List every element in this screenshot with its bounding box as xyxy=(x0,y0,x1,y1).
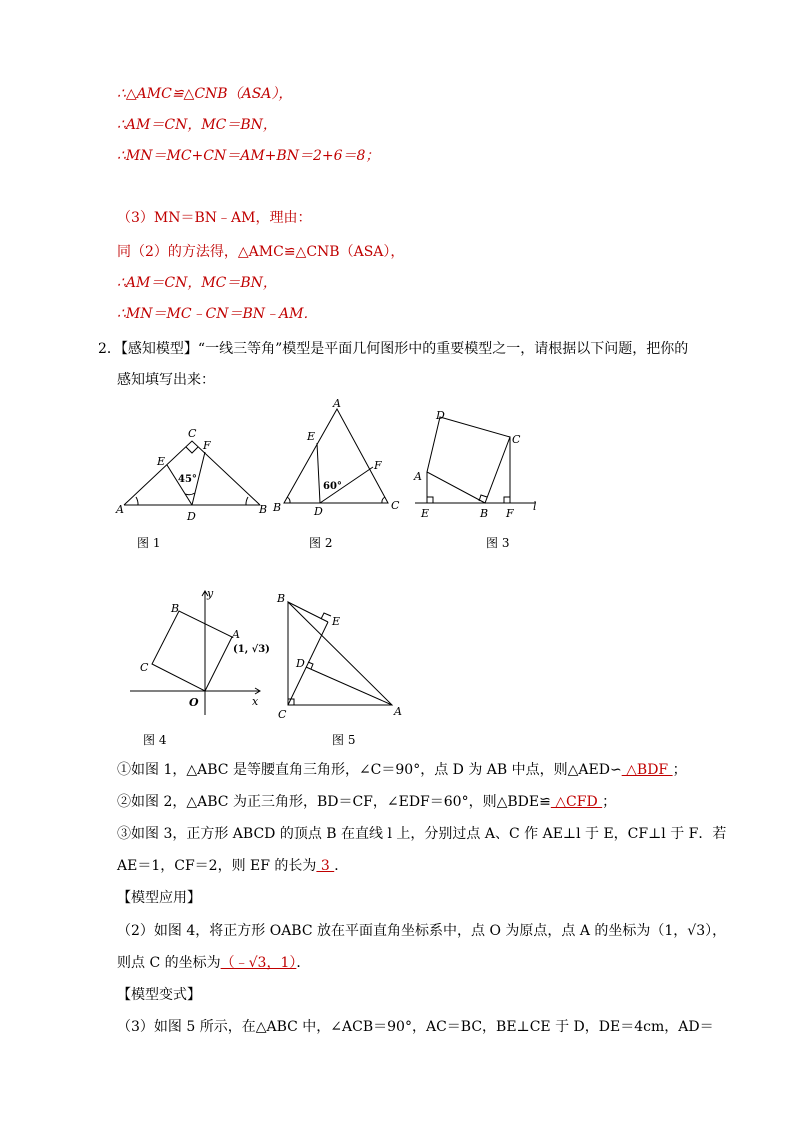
figure-2 xyxy=(270,395,405,520)
variant-title: 【模型变式】 xyxy=(117,987,201,1003)
problem-text-1: “一线三等角”模型是平面几何图形中的重要模型之一，请根据以下问题，把你的 xyxy=(197,341,689,357)
fig1-caption: 图 1 xyxy=(137,536,161,550)
fig2-angle-label: 60° xyxy=(323,481,342,492)
q3-suffix: ． xyxy=(334,858,349,874)
fig4-caption: 图 4 xyxy=(143,733,167,747)
fig1-label-e: E xyxy=(157,455,166,468)
app-answer: （﹣√3，1） xyxy=(220,955,297,971)
application-line-2 xyxy=(117,953,310,973)
app-suffix: ． xyxy=(296,955,311,971)
problem-statement-2: 感知填写出来： xyxy=(117,372,215,388)
fig2-label-e: E xyxy=(307,430,316,443)
fig3-label-l: l xyxy=(533,500,537,513)
question-3-line-2 xyxy=(117,856,348,876)
q1-suffix: ； xyxy=(672,762,687,778)
solution-line-1: ∴△AMC≌△CNB（ASA）， xyxy=(117,86,293,102)
problem-tag: 【感知模型】 xyxy=(120,341,198,357)
q2-prefix: ②如图 2，△ABC 为正三角形，BD＝CF，∠EDF＝60°，则△BDE≌ xyxy=(117,794,551,810)
fig2-label-f: F xyxy=(374,459,382,472)
app-prefix: 则点 C 的坐标为 xyxy=(117,955,221,971)
fig3-label-e: E xyxy=(421,507,430,520)
fig3-label-b: B xyxy=(480,507,489,520)
fig1-label-a: A xyxy=(116,503,124,516)
q3-prefix: AE＝1，CF＝2，则 EF 的长为 xyxy=(117,858,317,874)
fig1-label-d: D xyxy=(187,510,196,520)
fig2-caption: 图 2 xyxy=(309,536,333,550)
fig1-label-c: C xyxy=(188,427,197,440)
fig5-caption: 图 5 xyxy=(332,733,356,747)
fig4-label-c: C xyxy=(140,661,149,674)
question-2 xyxy=(117,792,616,812)
solution-line-5: 同（2）的方法得，△AMC≌△CNB（ASA）， xyxy=(117,244,405,260)
problem-number: 2． xyxy=(98,341,121,357)
fig1-label-b: B xyxy=(259,503,268,516)
fig4-label-o: O xyxy=(189,696,199,709)
figure-4 xyxy=(125,585,275,720)
fig1-angle-label: 45° xyxy=(178,474,197,485)
fig4-label-y: y xyxy=(207,587,214,600)
fig4-label-b: B xyxy=(171,602,180,615)
question-1 xyxy=(117,760,687,780)
fig5-label-e: E xyxy=(332,615,341,628)
solution-line-6: ∴AM＝CN，MC＝BN， xyxy=(117,275,277,291)
q1-answer: △BDF xyxy=(621,762,673,778)
figure-5 xyxy=(270,585,415,725)
application-title: 【模型应用】 xyxy=(117,890,201,906)
solution-line-4: （3）MN＝BN﹣AM，理由： xyxy=(117,210,312,226)
fig1-label-f: F xyxy=(203,439,211,452)
problem-statement-1 xyxy=(98,339,688,359)
fig3-caption: 图 3 xyxy=(486,536,510,550)
solution-line-3: ∴MN＝MC+CN＝AM+BN＝2+6＝8； xyxy=(117,148,380,164)
q2-answer: △CFD xyxy=(550,794,603,810)
fig2-label-c: C xyxy=(391,499,400,512)
fig2-label-b: B xyxy=(273,501,282,514)
q3-answer: 3 xyxy=(316,858,335,874)
fig3-label-f: F xyxy=(506,507,514,520)
q1-prefix: ①如图 1，△ABC 是等腰直角三角形，∠C＝90°，点 D 为 AB 中点，则△AED∽ xyxy=(117,762,622,778)
q2-suffix: ； xyxy=(602,794,617,810)
figure-1 xyxy=(112,425,277,520)
fig5-label-d: D xyxy=(296,657,305,670)
fig3-label-c: C xyxy=(512,433,521,446)
question-3-line-1: ③如图 3，正方形 ABCD 的顶点 B 在直线 l 上，分别过点 A、C 作 AE⊥l 于 E，CF⊥l 于 F．若 xyxy=(117,826,727,842)
fig5-label-c: C xyxy=(278,708,287,721)
variant-line: （3）如图 5 所示，在△ABC 中，∠ACB＝90°，AC＝BC，BE⊥CE 于 D，DE＝4cm，AD＝ xyxy=(117,1019,714,1035)
fig4-label-a: A xyxy=(232,628,240,641)
fig5-label-b: B xyxy=(277,592,286,605)
fig2-label-a: A xyxy=(333,397,341,410)
fig3-label-a: A xyxy=(414,470,422,483)
fig4-label-x: x xyxy=(252,695,259,708)
figure-3 xyxy=(405,400,555,525)
fig5-label-a: A xyxy=(394,705,402,718)
fig3-label-d: D xyxy=(436,409,445,422)
solution-line-2: ∴AM＝CN，MC＝BN， xyxy=(117,117,277,133)
fig2-label-d: D xyxy=(314,505,323,518)
solution-line-7: ∴MN＝MC﹣CN＝BN﹣AM． xyxy=(117,306,318,322)
fig4-coord-label: (1, √3) xyxy=(233,644,270,655)
application-line-1: （2）如图 4，将正方形 OABC 放在平面直角坐标系中，点 O 为原点，点 A 的坐标为（1，√3）， xyxy=(117,923,727,939)
